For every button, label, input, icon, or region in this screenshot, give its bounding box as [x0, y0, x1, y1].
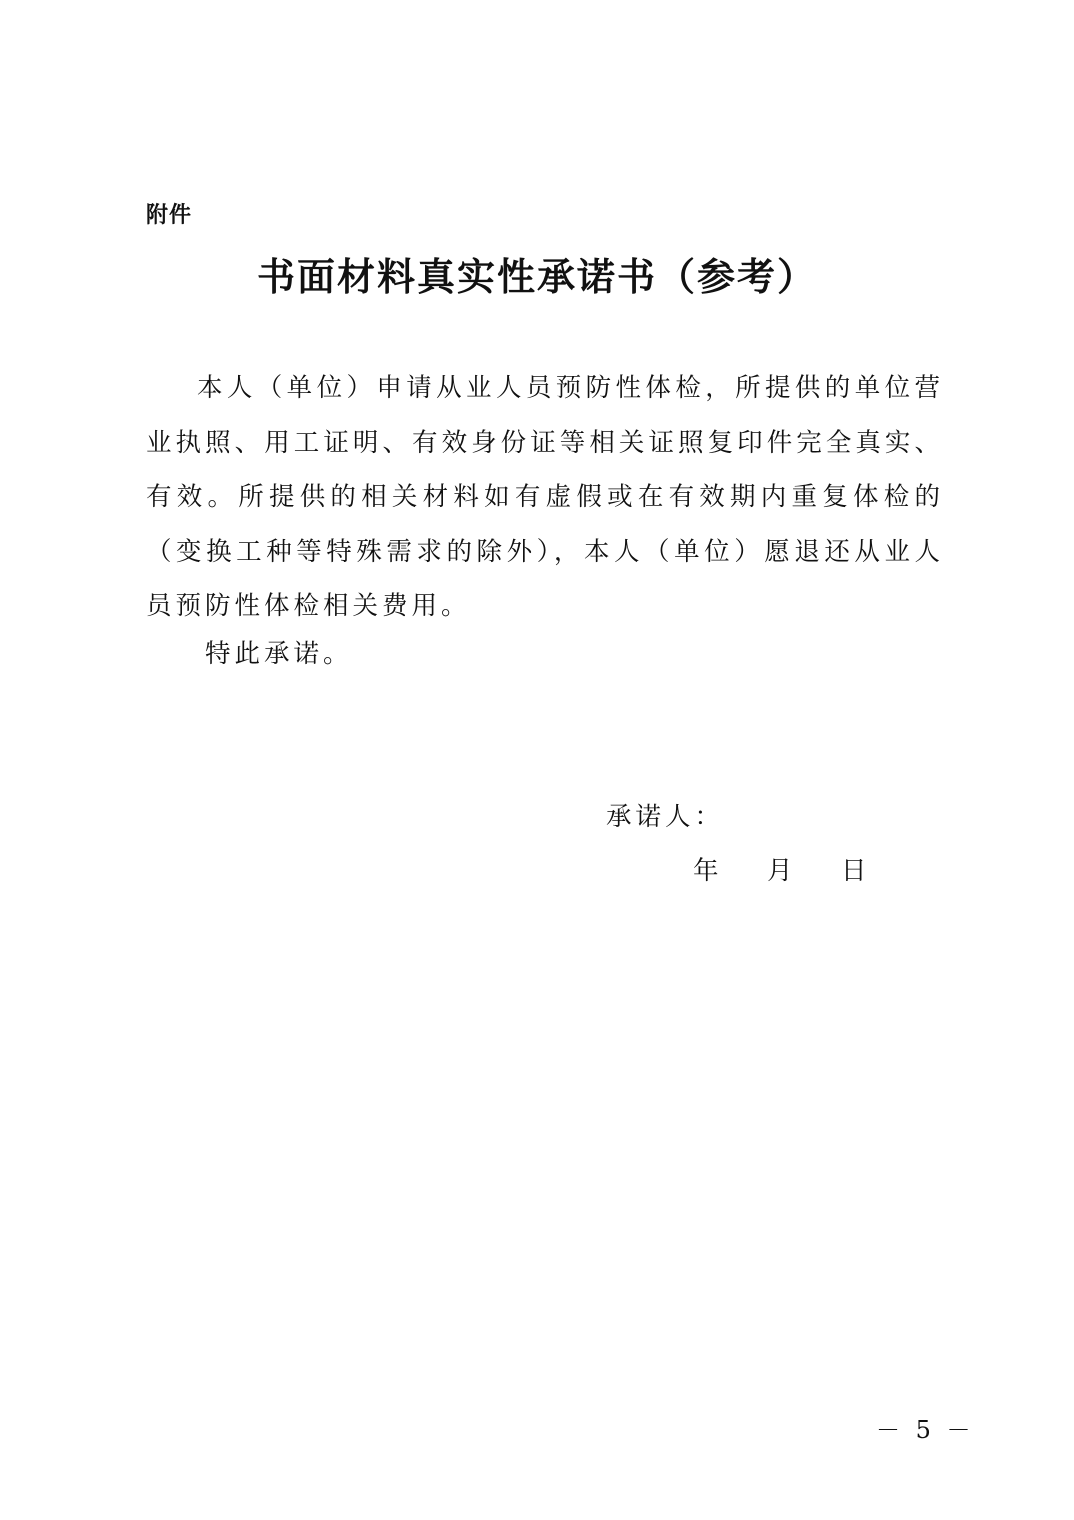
commitment-paragraph: 本人（单位）申请从业人员预防性体检，所提供的单位营业执照、用工证明、有效身份证等相关证照复印件完全真实、有效。所提供的相关材料如有虚假或在有效期内重复体检的（变换工种等特殊需求的除外），本人（单位）愿退还从业人员预防性体检相关费用。 — [146, 373, 944, 621]
month-label: 月 — [767, 856, 793, 886]
closing-statement: 特此承诺。 — [205, 639, 353, 669]
signer-label: 承诺人： — [606, 802, 725, 832]
page-number: － 5 － — [876, 1416, 975, 1444]
day-label: 日 — [841, 856, 867, 886]
attachment-label: 附件 — [146, 203, 193, 228]
document-title: 书面材料真实性承诺书（参考） — [256, 254, 817, 299]
year-label: 年 — [693, 856, 719, 886]
